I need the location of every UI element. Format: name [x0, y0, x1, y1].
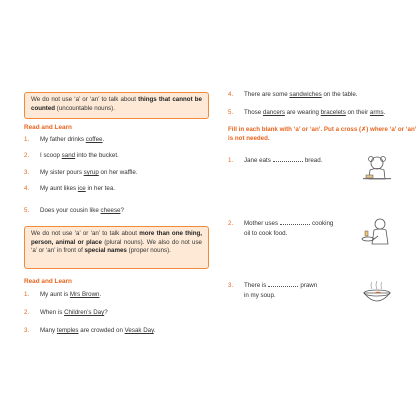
- mother-cooking-icon: [360, 217, 394, 247]
- answer-blank[interactable]: [280, 224, 310, 225]
- girl-eating-bread-icon: [360, 154, 394, 184]
- bold-phrase: special names: [84, 247, 127, 254]
- exercise-item-continued: oil to cook food.: [244, 230, 288, 237]
- soup-bowl-icon: [360, 279, 394, 309]
- answer-blank[interactable]: [268, 286, 298, 287]
- bold-phrase: things that cannot be counted: [31, 96, 202, 112]
- list-item: 1. My aunt is Mrs Brown.: [24, 291, 102, 298]
- exercise-item: 1. Jane eats bread.: [228, 157, 323, 164]
- answer-blank[interactable]: [273, 161, 303, 162]
- list-item: 5. Those dancers are wearing bracelets on their arms.: [228, 109, 386, 116]
- right-page: [218, 66, 417, 346]
- section-title: Read and Learn: [24, 124, 72, 131]
- list-item: 4. My aunt likes ice in her tea.: [24, 185, 115, 192]
- note-box-plural-proper: We do not use ‘a’ or ‘an’ to talk about more than one thing, person, animal or place (plural nouns). We also do not use ‘a’ or ‘an’ in front of special names (proper nouns).: [24, 226, 209, 269]
- list-item: 4. There are some sandwiches on the table.: [228, 91, 358, 98]
- exercise-item: 3. There is prawn: [228, 282, 318, 289]
- list-item: 1. My father drinks coffee.: [24, 136, 105, 143]
- list-item: 2. When is Children’s Day?: [24, 309, 108, 316]
- left-page: [20, 66, 210, 346]
- bold-phrase: more than one thing, person, animal or place: [31, 230, 202, 246]
- list-item: 2. I scoop sand into the bucket.: [24, 152, 119, 159]
- note-box-uncountable: We do not use ‘a’ or ‘an’ to talk about things that cannot be counted (uncountable nouns).: [24, 92, 209, 119]
- exercise-item-continued: in my soup.: [244, 292, 276, 299]
- list-item: 5. Does your cousin like cheese?: [24, 207, 124, 214]
- section-title: Read and Learn: [24, 278, 72, 285]
- list-item: 3. My sister pours syrup on her waffle.: [24, 169, 138, 176]
- list-item: 3. Many temples are crowded on Vesak Day.: [24, 327, 156, 334]
- exercise-item: 2. Mother uses cooking: [228, 220, 334, 227]
- exercise-instruction: Fill in each blank with ‘a’ or ‘an’. Put a cross (✗) where ‘a’ or ‘an’ is not needed.: [228, 126, 417, 142]
